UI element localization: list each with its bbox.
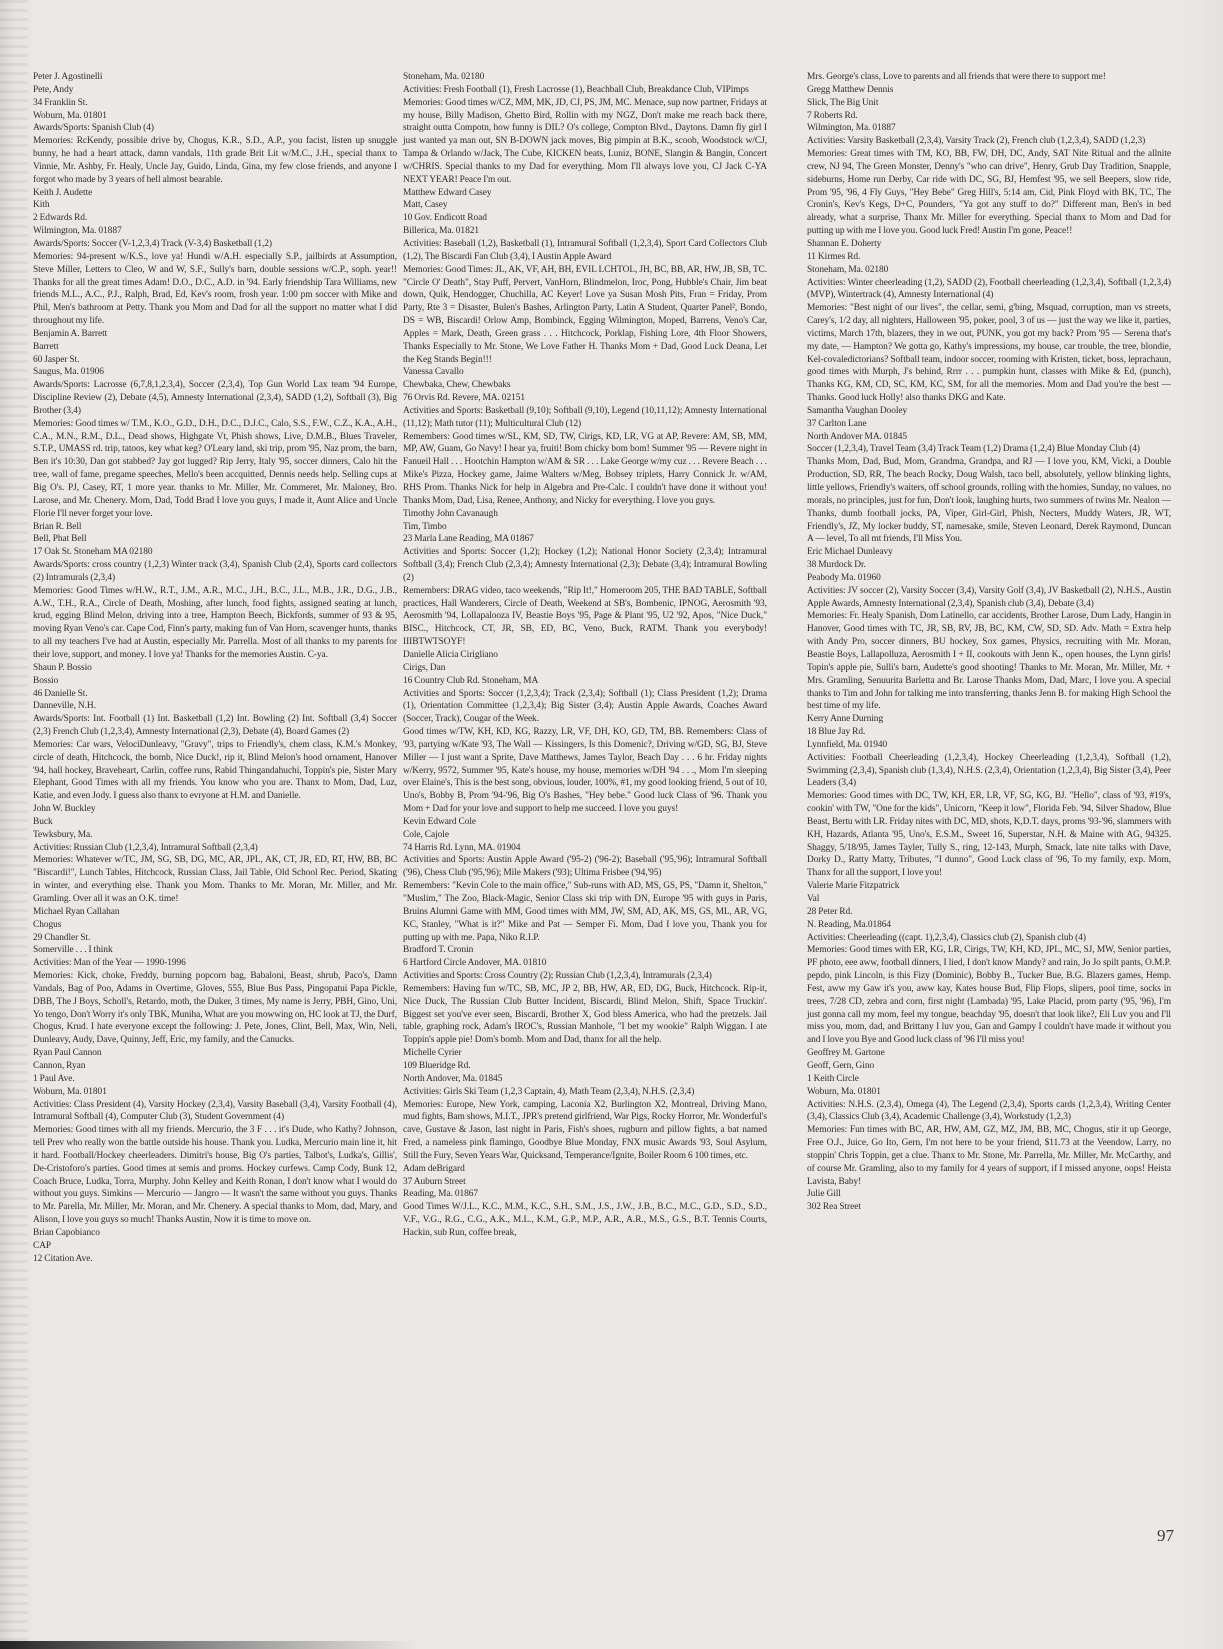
- senior-memories: Remembers: Having fun w/TC, SB, MC, JP 2, BB, HW, AR, ED, DG, Buck, Hitchcock. Rip-it, Nice Duck, The Russian Club Butter Incident, Biscardi, Blind Melon, Shift, Space Truckin'. Biggest set you've ever seen, Biscardi, Brother X, God bless America, who had the pretzels. Jail table, graphing rock, Adam's IROC's, Russian Manhole, "I bet my wookie" Ralph Wiggan. I ate Toppin's apple pie! Dom's bomb. Mom and Dad, thanx for all the help.: [403, 983, 767, 1046]
- senior-nickname: Bossio: [33, 675, 59, 686]
- senior-address: 28 Peter Rd.: [807, 906, 853, 917]
- senior-address: 2 Edwards Rd.: [33, 213, 88, 224]
- senior-city: Stoneham, Ma. 02180: [807, 264, 889, 275]
- senior-activities: Activities and Sports: Austin Apple Award ('95-2) ('96-2); Baseball ('95,'96); Intramural Softball ('96), Chess Club ('95,'96); Mile Makers ('93); Ultima Frisbee ('94,'95): [403, 855, 767, 879]
- senior-address: 37 Auburn Street: [403, 1176, 466, 1187]
- senior-name: Ryan Paul Cannon: [33, 1048, 102, 1059]
- senior-entry: [807, 238, 1171, 405]
- senior-nickname: Geoff, Gern, Gino: [807, 1060, 875, 1071]
- senior-activities: Activities and Sports: Cross Country (2); Russian Club (1,2,3,4), Intramurals (2,3,4): [403, 971, 712, 982]
- senior-address: 11 Kirmes Rd.: [807, 251, 861, 262]
- senior-activities: Activities and Sports: Basketball (9,10); Softball (9,10), Legend (10,11,12); Amnesty International (11,12); Math tutor (11); Multicultural Club (12): [403, 405, 767, 429]
- senior-city: Woburn, Ma. 01801: [33, 110, 107, 121]
- senior-name: Geoffrey M. Gartone: [807, 1048, 885, 1059]
- senior-memories: Remembers: DRAG video, taco weekends, "Rip It!," Homeroom 205, THE BAD TABLE, Softball practices, Hall Wanderers, Circle of Death, Weekend at SB's, Bombenic, IPNOG, Aerosmith '93, Aerosmith '94, Lollapalooza IV, Beastie Boys '95, Page & Plant '95, U2 '92, Apos, "Nice Duck," BISC., Hitchcock, CT, JR, SB, ED, BC, Veno, Buck, RATM. Thank you everybody! IIIBTWTSOYF!: [403, 585, 767, 648]
- senior-name: Shaun P. Bossio: [33, 662, 92, 673]
- senior-address: 18 Blue Jay Rd.: [807, 727, 866, 738]
- senior-name: Brian Capobianco: [33, 1227, 100, 1238]
- senior-name: Adam deBrigard: [403, 1163, 465, 1174]
- senior-activities: Awards/Sports: Int. Football (1) Int. Basketball (1,2) Int. Bowling (2) Int. Softball (3,4) Soccer (2,3) French Club (1,2,3,4), Amnesty International (2,3), Debate (4), Board Games (2): [33, 714, 397, 738]
- senior-city: Woburn, Ma. 01801: [33, 1086, 107, 1097]
- senior-city: Danneville, N.H.: [33, 701, 96, 712]
- senior-entry: [403, 1163, 767, 1240]
- senior-name: Brian R. Bell: [33, 521, 82, 532]
- senior-activities: Activities: N.H.S. (2,3,4), Omega (4), The Legend (2,3,4), Sports cards (1,2,3,4), Writing Center (3,4), Classics Club (3,4), Academic Challenge (3,4), Workstudy (1,2,3): [807, 1099, 1171, 1123]
- senior-city: Billerica, Ma. 01821: [403, 226, 479, 237]
- senior-memories: Memories: Kick, choke, Freddy, burning popcorn bag, Babaloni, Beast, shrub, Paco's, Damn Vandals, Bag of Poo, Adams in Overtime, Gloves, 555, Blue Bus Pass, Pingopatui Papa Pickle, DBB, The J Boys, Scholl's, Retardo, moth, the Duker, 3 times, My name is Jerry, PBH, Gino, Uni, Yo tengo, Don't Worry it's only TBK, Muniha, What are you mowwing on, HC look at TJ, the Durf, Chogus, Krud. I hate everyone except the following: J. Pete, Jones, Clint, Bell, Max, Win, Neli, Dunleavy, Audy, Dave, Quinny, Jeff, Eric, my family, and the Canucks.: [33, 971, 397, 1046]
- senior-address: 12 Citation Ave.: [33, 1253, 93, 1264]
- senior-entry: [403, 816, 767, 944]
- senior-name: Peter J. Agostinelli: [33, 72, 103, 82]
- senior-entry: [33, 328, 397, 521]
- senior-city: Wilmington, Ma. 01887: [33, 226, 122, 237]
- senior-activities: Awards/Sports: Spanish Club (4): [33, 123, 154, 134]
- senior-activities: Awards/Sports: cross country (1,2,3) Winter track (3,4), Spanish Club (2,4), Sports card collectors (2) Intramurals (2,3,4): [33, 560, 397, 583]
- senior-city: Peabody Ma. 01960: [807, 572, 881, 583]
- senior-entry: [33, 1227, 397, 1266]
- senior-entry: [403, 71, 767, 187]
- senior-entry: [807, 84, 1171, 238]
- senior-activities: Activities: Winter cheerleading (1,2), SADD (2), Football cheerleading (1,2,3,4), Softball (1,2,3,4) (MVP), Wintertrack (4), Amnesty International (4): [807, 277, 1171, 301]
- column-3: [807, 71, 1171, 1214]
- senior-activities: Activities: Cheerleading ((capt. 1),2,3,4), Classics club (2), Spanish club (4): [807, 932, 1086, 943]
- senior-name: Gregg Matthew Dennis: [807, 84, 894, 95]
- senior-nickname: Cole, Cajole: [403, 829, 449, 840]
- senior-name: Danielle Alicia Cirigliano: [403, 649, 498, 660]
- senior-nickname: Val: [807, 894, 820, 904]
- senior-name: Michael Ryan Callahan: [33, 906, 120, 917]
- senior-memories: Memories: Good times with ER, KG, LR, Cirigs, TW, KH, KD, JPL, MC, SJ, MW, Senior parties, PF photo, eee aww, football dinners, I lied, I don't know Mandy? and rain, Jo Jo spilt pants, O.M.P. pepdo, pink Lincoln, is this Fizy (Dominic), Bobby B., Tucker Bue, B.G. Blazers games, Hemp. Fest, aww my Gaw it's you, aww kay, Kates house Bud, Flip Flops, slipers, pool time, socks in trees, 7/28 CD, zebra and corn, first night (Lambada) '95, Lake Placid, prom party ('95, '96), I'm just gonna call my mom, feel my tongue, beachday '95, doesn't that look like?, Eli Luv you and I'll miss you, mom, dad, and Brittany I luv you, Gan and Gampy I couldn't have made it without you and I love you Bye and Good luck class of '96 I'll miss you!: [807, 945, 1171, 1046]
- senior-address: 37 Carlton Lane: [807, 418, 867, 429]
- senior-entry: [33, 187, 397, 328]
- senior-entry: [403, 508, 767, 649]
- senior-address: 38 Murdock Dr.: [807, 560, 866, 571]
- senior-entry: [807, 713, 1171, 880]
- senior-activities: Activities: JV soccer (2), Varsity Soccer (3,4), Varsity Golf (3,4), JV Basketball (2), N.H.S., Austin Apple Awards, Amnesty International (2,3,4), Spanish club (3,4), Debate (3,4): [807, 585, 1171, 609]
- senior-entry: [403, 366, 767, 507]
- senior-nickname: Barrett: [33, 341, 59, 352]
- senior-entry: [403, 944, 767, 1047]
- senior-memories: Memories: RcKendy, possible drive by, Chogus, K.R., S.D., A.P., you facist, listen up snuggle bunny, he had a heart attack, damn vandals, 11th grade Brit Lit w/M.C., J.H., special thanx to Vinnie, Mr. Ashby, Fr. Healy, Uncle Jay, Guido, Linda, Gina, my few close friends, and anyone I forgot who made by 3 years of hell almost bearable.: [33, 136, 397, 185]
- senior-city: Lynnfield, Ma. 01940: [807, 739, 888, 750]
- senior-address: 1 Keith Circle: [807, 1073, 859, 1084]
- senior-address: 34 Franklin St.: [33, 97, 88, 108]
- senior-nickname: Pete, Andy: [33, 84, 74, 95]
- senior-nickname: Chewbaka, Chew, Chewbaks: [403, 380, 511, 391]
- senior-name: Bradford T. Cronin: [403, 945, 474, 956]
- senior-name: Keith J. Audette: [33, 187, 93, 198]
- senior-name: Michelle Cyrier: [403, 1048, 462, 1059]
- senior-activities: Awards/Sports: Soccer (V-1,2,3,4) Track (V-3,4) Basketball (1,2): [33, 238, 272, 249]
- senior-address: Tewksbury, Ma.: [33, 829, 93, 840]
- senior-nickname: Cannon, Ryan: [33, 1060, 86, 1071]
- senior-entry: [807, 71, 1171, 84]
- senior-memories: Memories: Good times with DC, TW, KH, ER, LR, VF, SG, KG, BJ. "Hello", class of '93, #19's, cookin' with TW, "One for the kids", Unicorn, "Keep it low", Florida Feb. '94, Silver Shadow, Blue Beast, Bertu with LR. Friday nites with DC, MD, shots, K,D.T. days, proms '93-'96, slammers with KH, Hazards, Atlanta '95, Uno's, E.S.M., Sweet 16, Superstar, N.H. & Maine with AG, 94325. Shaggy, 5/18/95, James Tayler, Tully S., ring, 12-143, Murph, Smack, late nite talks with Dave, Dorky D., Ratty Matty, Tributes, "I dunno", Good Luck class of '96, To my family, exp. Mom, Thanx for all the support, I love you!: [807, 791, 1171, 879]
- senior-entry: [33, 906, 397, 1047]
- senior-memories: Memories: Fun times with BC, AR, HW, AM, GZ, MZ, JM, BB, MC, Chogus, stir it up George, Free O.J., Juice, Go Ito, Gern, I'm not here to be your friend, $11.73 at the Veendow, Larry, no stoppin' Chris Toppin, get a clue. Thanx to Mr. Stone, Mr. Parrella, Mr. Miller, Mr. McCarthy, and of course Mr. Gramling, also to my family for 4 years of support, if I missed anyone, oops! Heista Lavista, Baby!: [807, 1125, 1171, 1187]
- senior-city: Wilmington, Ma. 01887: [807, 123, 896, 134]
- page-binding-edge: [0, 0, 28, 1649]
- senior-address: 302 Rea Street: [807, 1202, 861, 1213]
- senior-activities: Activities and Sports: Soccer (1,2,3,4); Track (2,3,4); Softball (1); Class President (1,2); Drama (1), Orientation Committee (1,2,3,4); Big Sister (3,4); Austin Apple Awards, Coaches Award (Soccer, Track), Cougar of the Week.: [403, 688, 767, 725]
- senior-nickname: Matt, Casey: [403, 200, 448, 211]
- senior-activities: Activities: Football Cheerleading (1,2,3,4), Hockey Cheerleading (1,2,3,4), Softball (1,2), Swimming (2,3,4), Spanish club (1,3,4), N.H.S. (2,3,4), Orientation (1,2,3,4), Big Sister (3,4), Peer Leaders (3,4): [807, 752, 1171, 789]
- page-number: 97: [1157, 1526, 1174, 1545]
- senior-activities: Awards/Sports: Lacrosse (6,7,8,1,2,3,4), Soccer (2,3,4), Top Gun World Lax team '94 Europe, Discipline Review (2), Debate (4,5), Amnesty International (2,3,4), SADD (1,2), Softball (3), Big Brother (3,4): [33, 380, 397, 416]
- senior-name: Eric Michael Dunleavy: [807, 547, 893, 558]
- senior-memories: Memories: Europe, New York, camping, Laconia X2, Burlington X2, Montreal, Driving Mano, mud fights, Bam shows, M.I.T., JPR's pretend girlfriend, War Pigs, Rocky Horror, Mr. Wonderful's cave, Gustave & Jason, last night in Paris, Fish's shoes, rugburn and pillow fights, a bat named Fred, a nameless pink flamingo, Goodbye Blue Monday, FNX music Awards '93, Soul Asylum, Still the Fury, Seven Years War, Quicksand, Temperance/Ignite, Boiler Room 6 100 times, etc.: [403, 1099, 767, 1161]
- senior-memories: Memories: Car wars, VelociDunleavy, "Gravy", trips to Friendly's, chem class, K.M.'s Monkey, circle of death, Hitchcock, the bomb, Nice Duck!, rip it, Blind Melon's hood ornament, Hanover '94, hall hockey, Braveheart, Carlin, coffee runs, Rabid Thingandahuchi, Toppin's pie, Sister Mary Elephant, Good Times with all my friends. You know who you are. Thanx to Mom, Dad, Luz, Katie, and even Jody. I guess also thanx to evryone at H.M. and Danielle.: [33, 739, 397, 802]
- senior-name: Valerie Marie Fitzpatrick: [807, 881, 900, 892]
- senior-entry: [33, 521, 397, 662]
- senior-name: Kevin Edward Cole: [403, 816, 477, 827]
- senior-activities: Activities: Russian Club (1,2,3,4), Intramural Softball (2,3,4): [33, 842, 258, 853]
- senior-nickname: Bell, Phat Bell: [33, 534, 87, 545]
- senior-address: 29 Chandler St.: [33, 932, 91, 943]
- senior-entry: [33, 662, 397, 803]
- column-1: [33, 71, 397, 1265]
- senior-name: Kerry Anne Durning: [807, 714, 884, 725]
- senior-activities: Activities: Fresh Football (1), Fresh Lacrosse (1), Beachball Club, Breakdance Club, VIPimps: [403, 84, 749, 95]
- senior-memories: Good times w/TW, KH, KD, KG, Razzy, LR, VF, DH, KO, GD, TM, BB. Remembers: Class of '93, partying w/Kate '93, The Wall — Kissingers, Is this Domenic?, Driving w/GD, SG, BJ, Steve Miller — I just want a Sprite, Dave Matthews, James Taylor, Beach Day . . . 6 hr. Friday nights w/Kerry, 9572, Summer '95, Kate's house, my house, memories w/DH '94 . . ., Mom I'm sleeping over Elaine's, This is the best song, obvious, louder, 100%, #1, my good looking friend, 5 out of 10, Uno's, Bobby B, Prom '94-'96, Big O's Bashes, "Hey bebe." Good luck Class of '96. Thank you Mom + Dad for your love and support to help me succeed. I love you guys!: [403, 727, 767, 815]
- senior-city: Woburn, Ma. 01801: [807, 1086, 881, 1097]
- senior-address: 109 Blueridge Rd.: [403, 1060, 471, 1071]
- senior-address: 46 Danielle St.: [33, 688, 88, 699]
- senior-entry: [807, 1047, 1171, 1188]
- senior-city: Reading, Ma. 01867: [403, 1189, 479, 1200]
- senior-entry: [807, 405, 1171, 546]
- senior-address: 74 Harris Rd. Lynn, MA. 01904: [403, 842, 521, 853]
- senior-memories: Memories: Good times w/CZ, MM, MK, JD, CJ, PS, JM, MC. Menace, sup now partner, Fridays at my house, Billy Madison, Ghetto Bird, Rollin with my NGZ, Don't make me reach back there, straight outta Compotn, how funny is DIL? O's college, Compton Blvd., Daytons. Damn fly girl I just wanted ya man out, SN B-DOWN jack moves, Big pimpin at B.K., scoob, Woodstock w/CJ, Tampa & Orlando w/Jack, The Cube, KICKEN beats, Luniz, BONE, Slangin & Bangin, Concert w/CHRIS. Special thanks to my Dad for everything. Mom I'll always love you, CJ Jack C-YA NEXT YEAR! Peace I'm out.: [403, 97, 767, 185]
- senior-address: 23 Marla Lane Reading, MA 01867: [403, 534, 534, 545]
- senior-memories: Thanks Mom, Dad, Bud, Mom, Grandma, Grandpa, and RJ — I love you, KM, Vicki, a Double Production, SD, RR, The beach Rocky, Doug Walsh, taco bell, absolutely, yellow blinking lights, little yellows, Friendly's waiters, off school grounds, rolling with the homies, Sunday, no values, no morals, no principles, just for fun, Don't look, laughing hurts, two summers of twins Mr. Nealon — Thanks, dumb football jocks, PA, Viper, Girl-Girl, Phish, Necters, Muddy Waters, JR, WT, Friendly's, JZ, My locker buddy, ST, namesake, smile, Steven Leonard, Derek Raymond, Duncan A — level, To all mt friends, I'll Miss You.: [807, 457, 1171, 545]
- senior-memories: Memories: "Best night of our lives", the cellar, semi, g'bing, Msquad, corruption, man vs streets, Carey's, 1/2 day, all nighters, Halloween '95, poker, pool, 3 of us — just the way we like it, parties, victims, March 17th, blazers, they in we out, PUNK, you got my back? Prom '95 — Serena that's my date, — Hampton? We gotta go, Kathy's impressions, my house, car trouble, the tree, blondie, Kel-covaledictorians? Softball team, indoor soccer, rooming with Kristen, ticket, boss, leprachaun, good times with Murph, J's behind, Rrrr . . . pumpkin hunt, classes with Mike & Ed, (punch), Thanks KG, KM, CD, SC, KM, KC, SM, for all the memories. Mom and Dad you're the best — Thanks. Good luck Holly! also thanks DKG and Kate.: [807, 303, 1171, 404]
- senior-nickname: Kith: [33, 200, 50, 211]
- senior-name: Julie Gill: [807, 1189, 841, 1200]
- senior-memories: Remembers: "Kevin Cole to the main office," Sub-runs with AD, MS, GS, PS, "Damn it, Shelton," "Muslim," The Zoo, Black-Magic, Senior Class ski trip with DN, Europe '95 with guys in Paris, Bruins Alumni Game with MM, Good times with MM, JW, SM, AD, AK, MS, GS, ML, AR, VG, KC, Stanley, "What is it?" Mike and Pat — Semper Fi. Mom, Dad I love you, Thank you for putting up with me. Papa, Niko R.I.P.: [403, 881, 767, 943]
- senior-memories: Memories: Good Times w/H.W., R.T., J.M., A.R., M.C., J.H., B.C., J.L., M.B., J.R., D.G., J.B., A.W., T.H., R.A., Circle of Death, Moshing, after lunch, food fights, assigned seating at lunch, krud, egging Blind Melon, driving into a tree, Hampton Beech, Bickfords, summer of 93 & 95, moving Ryan Veno's car. Cape Cod, Finn's party, making fun of Van Horn, scavenger hunts, thanks to all my teachers I've had at Austin, especially Mr. Parrella. Most of all thanks to my parents for their love, support, and money. I love ya! Thanks for the memories Austin. C-ya.: [33, 585, 397, 660]
- senior-nickname: Cirigs, Dan: [403, 662, 446, 673]
- senior-address: 16 Country Club Rd. Stoneham, MA: [403, 675, 539, 686]
- senior-name: Vanessa Cavallo: [403, 367, 464, 378]
- column-2: [403, 71, 767, 1240]
- senior-name: Shannan E. Doherty: [807, 238, 882, 249]
- senior-nickname: Chogus: [33, 919, 62, 930]
- senior-name: Samantha Vaughan Dooley: [807, 405, 908, 416]
- senior-entry: [33, 803, 397, 906]
- senior-address: 6 Hartford Circle Andover, MA. 01810: [403, 958, 547, 969]
- senior-activities: Activities: Baseball (1,2), Basketball (1), Intramural Softball (1,2,3,4), Sport Card Collectors Club (1,2), The Biscardi Fan Club (3,4), I Austin Apple Award: [403, 238, 767, 262]
- senior-nickname: Tim, Timbo: [403, 521, 447, 532]
- senior-memories: Mrs. George's class, Love to parents and all friends that were there to support me!: [807, 72, 1106, 82]
- senior-memories: Memories: Fr. Healy Spanish, Dom Latinello, car accidents, Brother Larose, Dum Lady, Hangin in Hanover, Good times with TC, JR, SB, RV, JB, BC, KM, CW, SD, SD. Adv. Math = Extra help with Andy Pro, soccer dinners, BU hockey, Sox games, Physics, recruiting with Mr. Moran, Beastie Boys, Lallapolluza, Aerosmith I + II, cookouts with Jenn K., open houses, the Lynn girls! Topin's apple pie, Sulli's barn, Audette's good shooting! Thanks to Mr. Moran, Mr. Miller, Mr. + Mrs. Gramling, Senuurita Barletta and Br. Larose Thanks Mom, Dad, Marc, I love you. A special thanks to Tim and John for talking me into transferring, thanks Jenn B. for making High School the best time of my life.: [807, 611, 1171, 712]
- senior-address: 7 Roberts Rd.: [807, 110, 858, 121]
- bottom-scan-edge: [0, 1641, 1223, 1649]
- senior-nickname: Slick, The Big Unit: [807, 97, 879, 108]
- senior-address: 1 Paul Ave.: [33, 1073, 75, 1084]
- senior-memories: Memories: Great times with TM, KO, BB, FW, DH, DC, Andy, SAT Nite Ritual and the allnite crew, NJ 94, The Green Monster, Denny's "who can drive", Henry, Grub Day Tradition, Snapple, sideburns, Home run Derby, Car ride with DC, SG, BJ, Hemfest '95, we sell Beepers, slow ride, Prom '95, '96, 4 Fly Guys, "Hey Bebe" Greg Hill's, 5:14 am, Cid, Pink Floyd with BK, TC, The Cronin's, Kev's Kegs, D+C, Pounders, "Ya got any stuff to do?" Different man, Ben's in bed already, what a surprise, Thanx Mr. Miller for everything. Special thanx to Mom and Dad for putting up with me I love you. Good luck Fred! Austin I'm gone, Peace!!: [807, 149, 1171, 237]
- senior-entry: [403, 1047, 767, 1163]
- senior-activities: Activities and Sports: Soccer (1,2); Hockey (1,2); National Honor Society (2,3,4); Intramural Softball (3,4); French Club (2,3,4); Amnesty International (2,3); Debate (3,4); Intramural Bowling (2): [403, 547, 767, 583]
- senior-memories: Good Times W/J.L., K.C., M.M., K.C., S.H., S.M., J.S., J.W., J.B., B.C., M.C., G.D., S.D., S.D., V.F., V.G., R.G., C.G., A.K., M.L., K.M., G.P., M.P., A.R., A.R., M.S., G.S., B.T. Tennis Courts, Hackin, sub Run, coffee break,: [403, 1202, 767, 1238]
- senior-activities: Activities: Girls Ski Team (1,2,3 Captain, 4), Math Team (2,3,4), N.H.S. (2,3,4): [403, 1086, 695, 1097]
- senior-activities: Activities: Man of the Year — 1990-1996: [33, 958, 186, 969]
- senior-memories: Memories: Good times w/ T.M., K.O., G.D., D.H., D.C., D.J.C., Calo, S.S., F.W., C.Z., K.A., A.H., C.A., M.N., R.M., D.L., Dead shows, Highgate Vt, Phish shows, Live, D.M.B., Blues Traveler, S.T.P., UMASS rd. trip, tatoos, key what keg? O'Leary land, ski trip, prom '95, Naz prom, the barn, Ben it's 10:30, Dan got stabbed? Jay got lugged? Rip Jerry, Italy '95, soccer dinners, Calo hit the tree, wall of fame, pregame speeches, Mello's been accquitted, Dennis needs help. Selling cups at Big O's. PJ, Casey, RT, 1 more year. thanks to Mr. Miller, Mr. Commeret, Mr. Maloney, Bro. Larose, and Mr. Chenery. Mom, Dad, Todd Brad I love you guys, I made it, Aunt Alice and Uncle Florie I'll never forget your love.: [33, 418, 397, 519]
- senior-city: N. Reading, Ma.01864: [807, 919, 892, 930]
- senior-city: North Andover MA. 01845: [807, 431, 908, 442]
- senior-memories: Memories: 94-present w/K.S., love ya! Hundi w/A.H. especially S.P., jailbirds at Assumption, Steve Miller, Letters to Cleo, W and W, S.F., Sully's barn, double sessions w/C.P., soph. year!! Thanks for all the great times Adam! D.O., D.C., A.D. in '94. Early friendship Tara Williams, new friends M.L., A.C., P.J., Ralph, Brad, Ed, Kev's room, frosh year. 1:00 pm soccer with Mike and Phil, Men's bathroom at Petty. Thank you Mom and Dad for all the support no matter what I did throughout my life.: [33, 251, 397, 327]
- senior-name: John W. Buckley: [33, 804, 96, 815]
- senior-name: Benjamin A. Barrett: [33, 328, 108, 339]
- senior-memories: Remembers: Good times w/SL, KM, SD, TW, Cirigs, KD, LR, VG at AP, Revere: AM, SB, MM, MP, AW, Guam, Go Navy! I hear ya, fruiti! Bom chicky bom bom! Summer '95 — Revere night in Fanueil Hall . . . Hootchin Hampton w/AM & SR . . . Lake George w/my cuz . . . Revere Beach . . . Mike's Pizza, Hockey game, Jaime Walters w/Meg, Bobsey triplets, Harry Connick Jr. w/AM, RHS Prom. Thanks Nick for help in Algebra and Pre-Calc. I couldn't have done it without you! Thanks Mom, Dad, Lisa, Renee, Anthony, and Nicky for everything. I love you guys.: [403, 431, 767, 506]
- senior-city: Stoneham, Ma. 02180: [403, 72, 485, 82]
- senior-entry: [403, 649, 767, 816]
- senior-address: 17 Oak St. Stoneham MA 02180: [33, 547, 153, 558]
- senior-address: 10 Gov. Endicott Road: [403, 213, 487, 224]
- senior-name: Matthew Edward Casey: [403, 187, 492, 198]
- senior-name: Timothy John Cavanaugh: [403, 508, 498, 519]
- senior-activities: Soccer (1,2,3,4), Travel Team (3,4) Track Team (1,2) Drama (1,2,4) Blue Monday Club (4): [807, 444, 1140, 455]
- senior-nickname: Buck: [33, 816, 53, 827]
- senior-city: Saugus, Ma. 01906: [33, 367, 104, 378]
- senior-entry: [807, 880, 1171, 1047]
- senior-entry: [33, 71, 397, 187]
- senior-city: Somerville . . . I think: [33, 945, 113, 956]
- senior-activities: Activities: Varsity Basketball (2,3,4), Varsity Track (2), French club (1,2,3,4), SADD (1,2,3): [807, 136, 1146, 147]
- senior-activities: Activities: Class President (4), Varsity Hockey (2,3,4), Varsity Baseball (3,4), Varsity Football (4), Intramural Softball (4), Computer Club (3), Student Government (4): [33, 1099, 397, 1123]
- senior-entry: [403, 187, 767, 367]
- senior-entry: [807, 1188, 1171, 1214]
- senior-entry: [807, 546, 1171, 713]
- senior-entry: [33, 1047, 397, 1227]
- senior-memories: Memories: Whatever w/TC, JM, SG, SB, DG, MC, AR, JPL, AK, CT, JR, ED, RT, HW, BB, BC "Biscardi!", Lunch Tables, Hitchcock, Russian Class, Jail Table, Old School Rec. Period, Skating in winter, and everything else. Thank you Mom. Thanks to Mr. Moran, Mr. Miller, and Mr. Gramling. Over all it was an O.K. time!: [33, 855, 397, 904]
- senior-address: 76 Orvis Rd. Revere, MA. 02151: [403, 393, 525, 404]
- senior-address: 60 Jasper St.: [33, 354, 80, 365]
- senior-nickname: CAP: [33, 1240, 52, 1251]
- senior-memories: Memories: Good Times: JL, AK, VF, AH, BH, EVIL LCHTOL, JH, BC, BB, AR, HW, JB, SB, TC. "Circle O' Death", Stay Puff, Pervert, VanHorn, Blindmelon, Iroc, Pong, Hubble's Chair, Jim beat down, Quik, Hendogger, Chuchilla, AC Keyer! Love ya Susan Mosh Pits, Fran = Friday, Prom Party, Rte 3 = Disaster, Bulen's Bashes, Arlington Party, Latin A Student, Quarter Panel², Bondo, DS = WB, Biscardi! Orlow Amp, Bombinck, Egging Wilmington, Moped, Barrens, Veno's Car, Apples = Mark, Death, Green grass . . . Hitchcock, Porklap, Fishing Lore, 4th Floor Showers, Thanks Especially to Mr. Stone, We Love Father H. Thanks Mom + Dad, Good Luck Deana, Let the Keg Stands Begin!!!: [403, 264, 767, 365]
- senior-city: North Andover, Ma. 01845: [403, 1073, 503, 1084]
- senior-memories: Memories: Good times with all my friends. Mercurio, the 3 F . . . it's Dude, who Kathy? Johnson, tell Prev who really won the battle outside his house. Thank you. Ludka, Mercurio main line it, hit it hard. Football/Hockey cheerleaders. Dimitri's house, Big O's parties, Talbot's, Ludka's, Gillis', De-Cristoforo's parties. Good times at semis and proms. Hockey curfews. Camp Cody, Bunk 12, Coach Bruce, Ludka, Torra, Murphy. John Kelley and Keith Ronan, I don't know what I would do without you guys. Simkins — Mercurio — Jangro — It wasn't the same without you guys. Thanks to Mr. Parella, Mr. Miller, Mr. Moran, and Mr. Chenery. A special thanks to Mom, dad, Mary, and Alison, I love you guys so much! Thanks Austin, Now it is time to move on.: [33, 1125, 397, 1226]
